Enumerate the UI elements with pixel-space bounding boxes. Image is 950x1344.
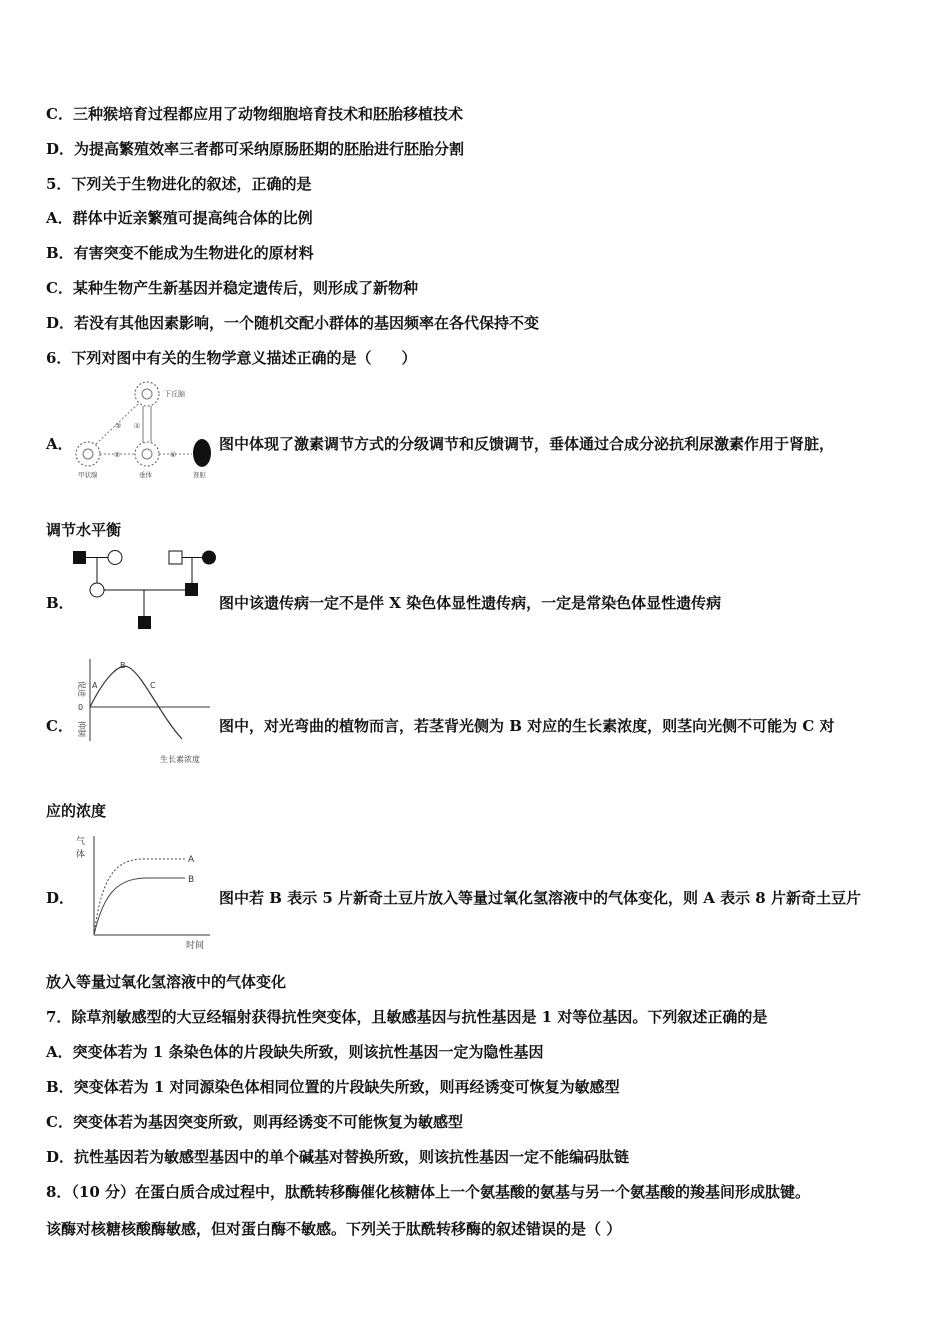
pedigree-affected-male-4 (185, 583, 198, 596)
q6-option-a-label: A． (46, 435, 73, 453)
y-label-promote: 促进 (77, 681, 86, 697)
q4-option-c: C．三种猴培育过程都应用了动物细胞培育技术和胚胎移植技术 (46, 105, 463, 123)
q7-option-b: B．突变体若为 1 对同源染色体相同位置的片段缺失所致，则再经诱变可恢复为敏感型 (46, 1078, 620, 1096)
pituitary-node (135, 442, 159, 466)
q6-figure-d-gas-graph (70, 832, 220, 952)
q4-option-d: D．为提高繁殖效率三者都可采纳原肠胚期的胚胎进行胚胎分割 (46, 140, 465, 158)
q6-figure-a-hormone-diagram (72, 380, 217, 482)
point-c-label: C (150, 681, 156, 690)
thyroid-node (76, 442, 100, 466)
q6-option-a-text-line1: 图中体现了激素调节方式的分级调节和反馈调节，垂体通过合成分泌抗利尿激素作用于肾脏， (219, 435, 835, 453)
q8-stem-line1: 8．（10 分）在蛋白质合成过程中，肽酰转移酶催化核糖体上一个氨基酸的氨基与另一个氨基酸的羧基间形成肽键。 (46, 1183, 811, 1201)
q8-stem-line2: 该酶对核糖核酸酶敏感，但对蛋白酶不敏感。下列关于肽酰转移酶的叙述错误的是（ ） (46, 1220, 622, 1238)
curve-a (94, 859, 185, 935)
x-label: 生长素浓度 (160, 755, 200, 764)
hypothalamus-node (135, 382, 159, 406)
q7-stem: 7．除草剂敏感型的大豆经辐射获得抗性突变体，且敏感基因与抗性基因是 1 对等位基因。下列叙述正确的是 (46, 1008, 768, 1026)
q6-option-d-label: D． (46, 889, 75, 907)
auxin-curve (90, 666, 182, 739)
pedigree-affected-female-2 (202, 551, 216, 565)
y-label-1: 气 (76, 837, 86, 847)
pedigree-normal-male-2 (169, 551, 182, 564)
label-thyroid: 甲状腺 (78, 471, 98, 479)
q6-figure-b-pedigree (70, 548, 220, 630)
label-kidney: 肾脏 (193, 471, 206, 479)
q6-figure-c-auxin-graph (70, 655, 220, 767)
pedigree-affected-male-5 (138, 616, 151, 629)
q5-option-d: D．若没有其他因素影响，一个随机交配小群体的基因频率在各代保持不变 (46, 314, 540, 332)
curve-b (94, 878, 185, 935)
pedigree-normal-female-1 (108, 551, 122, 565)
q6-option-c-text-line2: 应的浓度 (46, 802, 107, 820)
q6-option-c-text-line1: 图中，对光弯曲的植物而言，若茎背光侧为 B 对应的生长素浓度，则茎向光侧不可能为 C 对 (219, 717, 835, 735)
point-b-label: B (120, 661, 126, 670)
q6-option-d-text-line1: 图中若 B 表示 5 片新奇土豆片放入等量过氧化氢溶液中的气体变化，则 A 表示 8 片新奇土豆片 (219, 889, 861, 907)
curve-a-label: A (188, 855, 195, 865)
point-a-label: A (92, 681, 98, 690)
zero-label: 0 (78, 703, 84, 712)
q7-option-c: C．突变体若为基因突变所致，则再经诱变不可能恢复为敏感型 (46, 1113, 463, 1131)
q6-option-b-label: B． (46, 594, 74, 612)
q6-option-c-label: C． (46, 717, 73, 735)
kidney-shape (193, 439, 211, 467)
q6-option-d-text-line2: 放入等量过氧化氢溶液中的气体变化 (46, 973, 287, 991)
q6-option-a-text-line2: 调节水平衡 (46, 521, 122, 539)
pedigree-affected-male-1 (73, 551, 86, 564)
q7-option-d: D．抗性基因若为敏感型基因中的单个碱基对替换所致，则该抗性基因一定不能编码肽链 (46, 1148, 630, 1166)
y-label-inhibit: 抑制 (77, 721, 86, 737)
q6-option-b-text: 图中该遗传病一定不是伴 X 染色体显性遗传病，一定是常染色体显性遗传病 (219, 594, 722, 612)
curve-b-label: B (188, 875, 195, 885)
q7-option-a: A．突变体若为 1 条染色体的片段缺失所致，则该抗性基因一定为隐性基因 (46, 1043, 544, 1061)
q5-option-c: C．某种生物产生新基因并稳定遗传后，则形成了新物种 (46, 279, 418, 297)
q5-option-a: A．群体中近亲繁殖可提高纯合体的比例 (46, 209, 313, 227)
label-n1: ① (134, 422, 141, 430)
label-hypothalamus: 下丘脑 (164, 390, 185, 398)
q6-stem: 6．下列对图中有关的生物学意义描述正确的是（ ） (46, 349, 417, 367)
x-label: 时间 (186, 941, 205, 951)
label-pituitary: 垂体 (139, 471, 152, 479)
label-n2: ② (114, 451, 121, 459)
pedigree-normal-female-3 (90, 583, 104, 597)
label-n4: ④ (170, 451, 177, 459)
q5-stem: 5．下列关于生物进化的叙述，正确的是 (46, 175, 312, 193)
q5-option-b: B．有害突变不能成为生物进化的原材料 (46, 244, 314, 262)
label-n3: ③ (115, 422, 122, 430)
y-label-2: 体 (76, 850, 86, 860)
